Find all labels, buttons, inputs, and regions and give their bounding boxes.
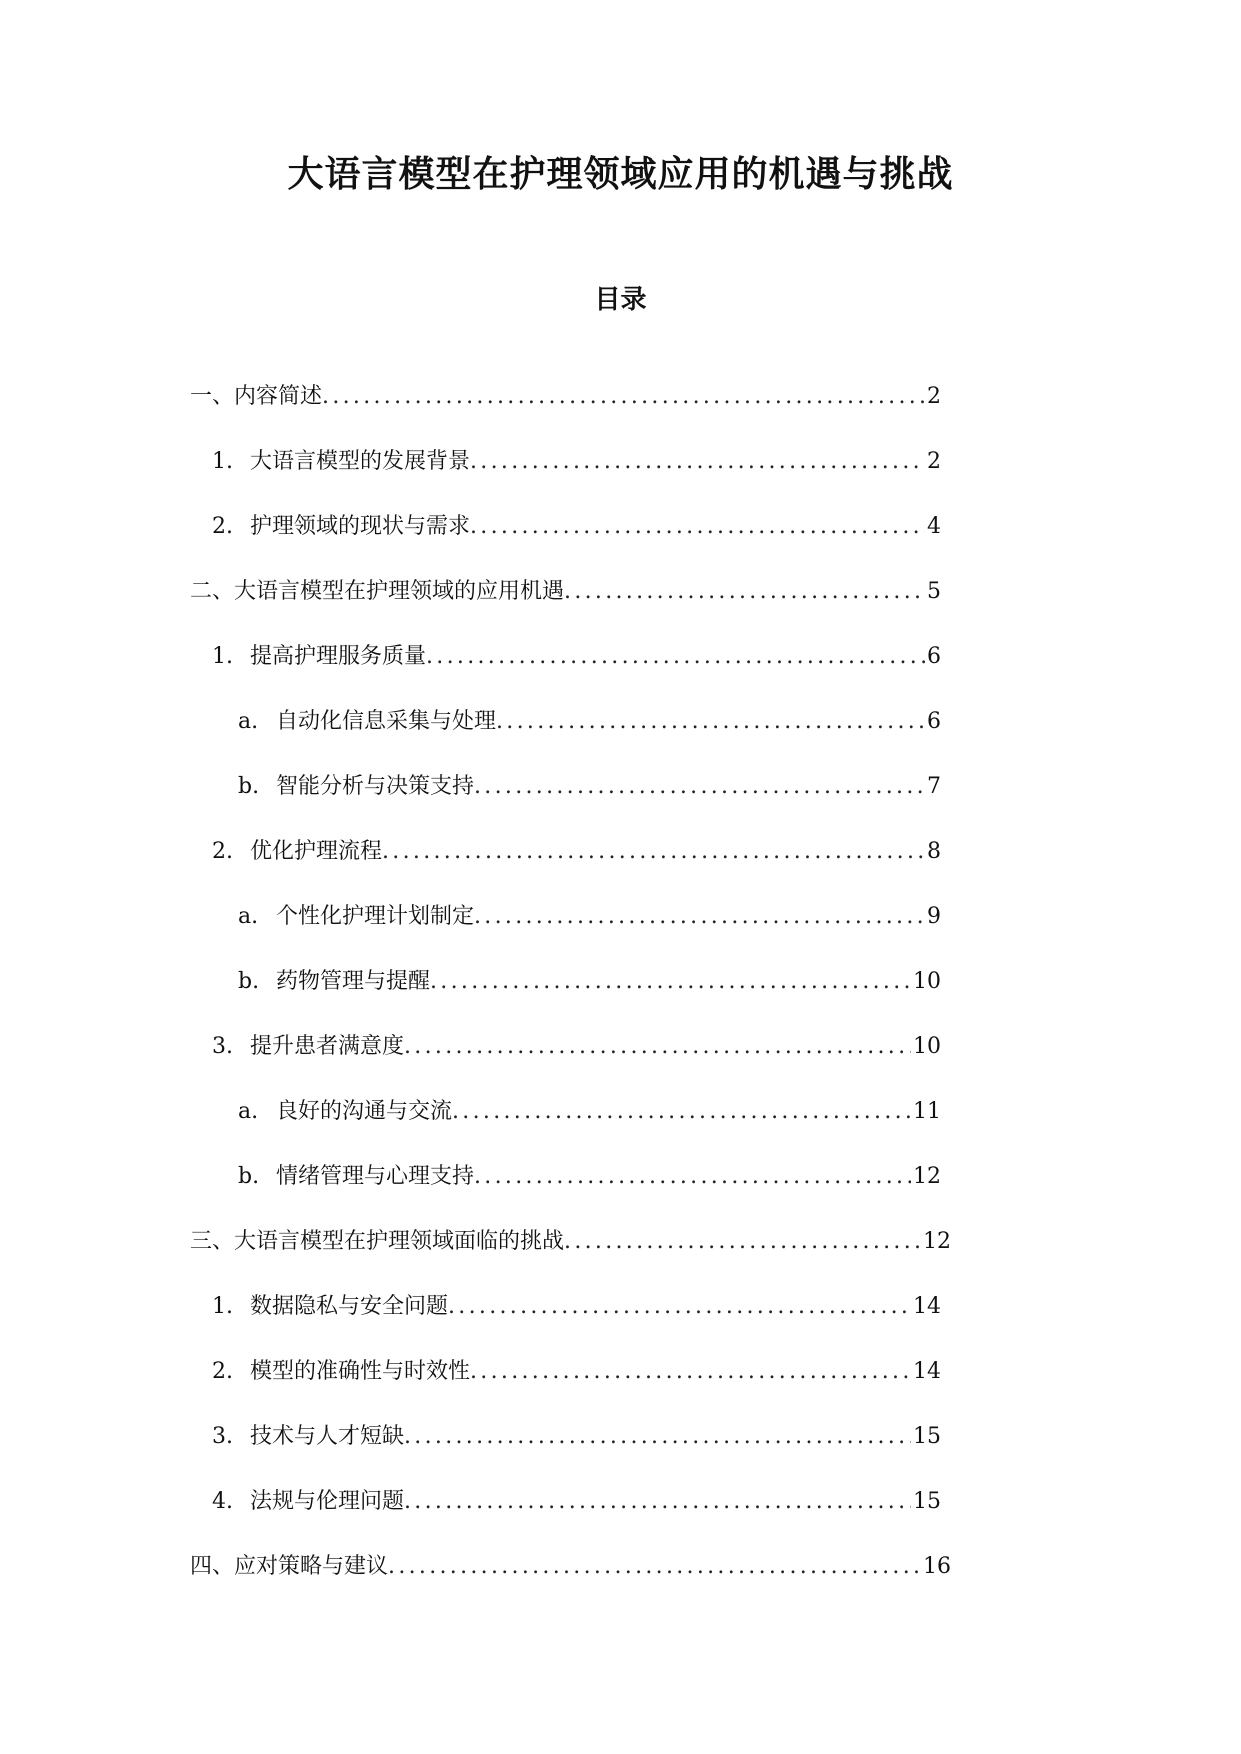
toc-entry-page: 15: [913, 1489, 941, 1514]
toc-entry-title: 智能分析与决策支持: [276, 774, 475, 799]
toc-entry-number: a.: [238, 1099, 259, 1124]
toc-entry-title: 提高护理服务质量: [250, 644, 427, 669]
toc-dot-leader: [426, 642, 925, 672]
toc-entry-title: 优化护理流程: [250, 839, 383, 864]
toc-dot-leader: [470, 512, 925, 542]
toc-entry-title: 提升患者满意度: [250, 1034, 405, 1059]
toc-entry-title: 药物管理与提醒: [276, 969, 431, 994]
toc-entry-title: 护理领域的现状与需求: [250, 514, 471, 539]
toc-entry[interactable]: [0, 1097, 1241, 1162]
toc-entry-title: 自动化信息采集与处理: [276, 709, 497, 734]
toc-entry-title: 情绪管理与心理支持: [276, 1164, 475, 1189]
toc-entry-number: 一、: [190, 384, 235, 409]
toc-entry[interactable]: [0, 1357, 1241, 1422]
toc-entry-number: 2.: [212, 839, 233, 864]
toc-entry[interactable]: [0, 1422, 1241, 1487]
toc-entry[interactable]: [0, 447, 1241, 512]
toc-dot-leader: [404, 1422, 911, 1452]
toc-dot-leader: [382, 837, 925, 867]
toc-entry-title: 大语言模型在护理领域的应用机遇: [234, 579, 565, 604]
toc-entry[interactable]: [0, 1487, 1241, 1552]
toc-entry-title: 大语言模型在护理领域面临的挑战: [234, 1229, 565, 1254]
toc-dot-leader: [448, 1292, 911, 1322]
toc-entry-page: 15: [913, 1424, 941, 1449]
toc-dot-leader: [388, 1552, 921, 1582]
toc-entry-title: 数据隐私与安全问题: [250, 1294, 449, 1319]
toc-entry-number: 2.: [212, 1359, 233, 1384]
toc-entry-page: 2: [927, 384, 941, 409]
toc-entry-number: 4.: [212, 1489, 233, 1514]
toc-entry-page: 2: [927, 449, 941, 474]
toc-dot-leader: [564, 577, 925, 607]
toc-entry-title: 技术与人才短缺: [250, 1424, 405, 1449]
toc-entry-page: 11: [913, 1099, 941, 1124]
toc-entry[interactable]: [0, 1162, 1241, 1227]
toc-entry-page: 10: [913, 1034, 941, 1059]
toc-entry-number: 四、: [190, 1554, 235, 1579]
toc-dot-leader: [474, 902, 925, 932]
toc-entry[interactable]: [0, 837, 1241, 902]
toc-entry-number: 1.: [212, 644, 233, 669]
toc-entry-page: 4: [927, 514, 941, 539]
toc-entry[interactable]: [0, 707, 1241, 772]
toc-entry[interactable]: [0, 1227, 1241, 1292]
toc-entry[interactable]: [0, 577, 1241, 642]
toc-entry[interactable]: [0, 512, 1241, 577]
toc-entry[interactable]: [0, 902, 1241, 967]
toc-entry-page: 5: [927, 579, 941, 604]
toc-entry-page: 14: [913, 1294, 941, 1319]
toc-dot-leader: [470, 447, 925, 477]
toc-entry-number: a.: [238, 709, 259, 734]
toc-dot-leader: [470, 1357, 911, 1387]
toc-entry-number: 2.: [212, 514, 233, 539]
toc-entry-number: 1.: [212, 449, 233, 474]
toc-entry-page: 6: [927, 644, 941, 669]
document-title: 大语言模型在护理领域应用的机遇与挑战: [287, 154, 954, 195]
toc-dot-leader: [322, 382, 925, 412]
toc-entry-title: 大语言模型的发展背景: [250, 449, 471, 474]
toc-entry-number: b.: [238, 774, 260, 799]
toc-dot-leader: [430, 967, 911, 997]
toc-heading: 目录: [594, 285, 647, 315]
toc-entry-title: 模型的准确性与时效性: [250, 1359, 471, 1384]
toc-entry-page: 12: [913, 1164, 941, 1189]
toc-entry-number: b.: [238, 969, 260, 994]
toc-entry-number: 二、: [190, 579, 235, 604]
toc-entry-number: 3.: [212, 1034, 233, 1059]
toc-entry-page: 6: [927, 709, 941, 734]
toc-dot-leader: [404, 1032, 911, 1062]
toc-entry-title: 应对策略与建议: [234, 1554, 389, 1579]
toc-entry-number: b.: [238, 1164, 260, 1189]
toc-dot-leader: [474, 772, 925, 802]
toc-entry-number: 三、: [190, 1229, 235, 1254]
toc-entry[interactable]: [0, 1292, 1241, 1357]
toc-entry-page: 16: [923, 1554, 951, 1579]
toc-entry-title: 法规与伦理问题: [250, 1489, 405, 1514]
toc-dot-leader: [496, 707, 925, 737]
toc-entry[interactable]: [0, 642, 1241, 707]
toc-entry-page: 10: [913, 969, 941, 994]
toc-entry-number: a.: [238, 904, 259, 929]
toc-entry-title: 内容简述: [234, 384, 323, 409]
toc-entry-page: 9: [927, 904, 941, 929]
toc-entry[interactable]: [0, 382, 1241, 447]
toc-dot-leader: [452, 1097, 911, 1127]
toc-entry-title: 良好的沟通与交流: [276, 1099, 453, 1124]
toc-entry-title: 个性化护理计划制定: [276, 904, 475, 929]
toc-entry-number: 3.: [212, 1424, 233, 1449]
table-of-contents: [0, 382, 1241, 1617]
toc-entry[interactable]: [0, 772, 1241, 837]
toc-entry-number: 1.: [212, 1294, 233, 1319]
toc-dot-leader: [474, 1162, 911, 1192]
toc-entry[interactable]: [0, 1552, 1241, 1617]
toc-entry[interactable]: [0, 967, 1241, 1032]
toc-dot-leader: [564, 1227, 921, 1257]
toc-entry-page: 7: [927, 774, 941, 799]
toc-entry-page: 14: [913, 1359, 941, 1384]
toc-entry-page: 8: [927, 839, 941, 864]
toc-dot-leader: [404, 1487, 911, 1517]
toc-entry-page: 12: [923, 1229, 951, 1254]
toc-entry[interactable]: [0, 1032, 1241, 1097]
